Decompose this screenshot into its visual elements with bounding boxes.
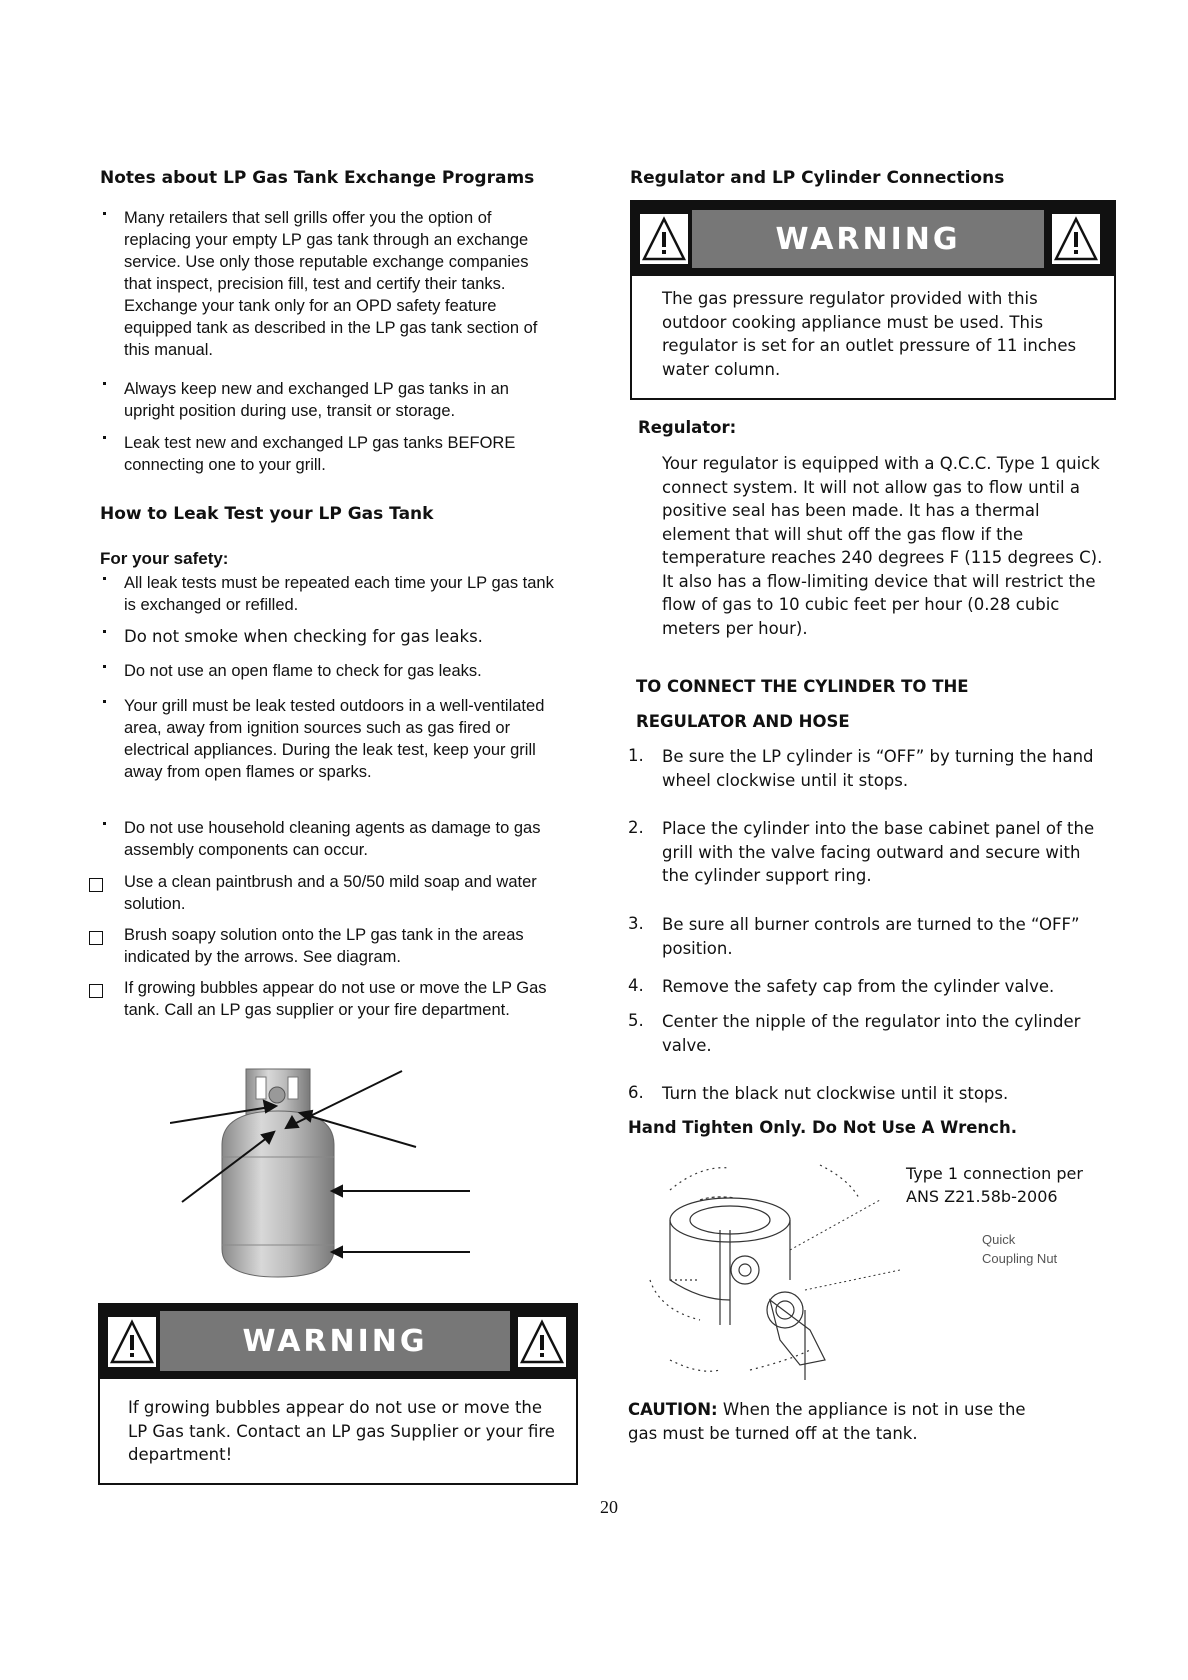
regulator-connection-diagram (640, 1160, 900, 1380)
bullet (103, 700, 106, 703)
notes-item-1: Many retailers that sell grills offer you the option of replacing your empty LP gas tank through an exchange service. Use only those reputable exchange companies that inspect, precision fill, test and certify their tanks. Exchange your tank only for an OPD safety feature equipped tank as described in the LP gas tank section of this manual. (124, 209, 538, 359)
safety-heading: For your safety: (100, 549, 229, 568)
diagram-label-type1: Type 1 connection per (906, 1164, 1083, 1183)
checklist-item-2: Brush soapy solution onto the LP gas tank in the areas indicated by the arrows. See diagram. (124, 926, 524, 966)
connect-heading-line-1: TO CONNECT THE CYLINDER TO THE (636, 677, 969, 696)
diagram-label-quick: Quick (982, 1232, 1016, 1247)
safety-item-4: Your grill must be leak tested outdoors in a well-ventilated area, away from ignition sources such as gas fired or electrical appliances. During the leak test, keep your grill away from open flames or sparks. (124, 697, 545, 781)
diagram-label-coupling-nut: Coupling Nut (982, 1251, 1058, 1266)
regulator-text: Your regulator is equipped with a Q.C.C. Type 1 quick connect system. It will not allow gas to flow until a positive seal has been made. It has a thermal element that will shut off the gas flow if the temperature reaches 240 degrees F (115 degrees C). It also has a flow-limiting device that will restrict the flow of gas to 10 cubic feet per hour (0.28 cubic meters per hour). (662, 454, 1103, 638)
step-number: 5. (628, 1011, 644, 1030)
warning-triangle-icon (108, 1317, 156, 1367)
warning-text: If growing bubbles appear do not use or move the LP Gas tank. Contact an LP gas Supplier or your fire department! (128, 1398, 555, 1464)
lp-tank-diagram (170, 1055, 480, 1285)
caution-label: CAUTION: (628, 1400, 718, 1419)
bullet (103, 382, 106, 385)
warning-label: WARNING (242, 1323, 428, 1359)
step-2: Place the cylinder into the base cabinet panel of the grill with the valve facing outward and secure with the cylinder support ring. (662, 819, 1095, 885)
notes-item-2: Always keep new and exchanged LP gas tanks in an upright position during use, transit or storage. (124, 380, 509, 420)
diagram-label-ans: ANS Z21.58b-2006 (906, 1187, 1058, 1206)
warning-triangle-icon (640, 214, 688, 264)
hand-tighten-note: Hand Tighten Only. Do Not Use A Wrench. (628, 1118, 1017, 1137)
safety-item-5: Do not use household cleaning agents as damage to gas assembly components can occur. (124, 819, 541, 859)
notes-heading: Notes about LP Gas Tank Exchange Programs (100, 168, 535, 188)
leak-test-heading: How to Leak Test your LP Gas Tank (100, 504, 434, 524)
warning-banner-center (692, 210, 1044, 268)
checkbox-icon (89, 931, 103, 945)
regulator-label: Regulator: (638, 418, 737, 437)
warning-banner-center (160, 1311, 510, 1371)
checklist-item-1: Use a clean paintbrush and a 50/50 mild soap and water solution. (124, 873, 537, 913)
step-5: Center the nipple of the regulator into the cylinder valve. (662, 1012, 1081, 1055)
notes-item-3: Leak test new and exchanged LP gas tanks BEFORE connecting one to your grill. (124, 434, 516, 474)
safety-item-3: Do not use an open flame to check for gas leaks. (124, 662, 482, 680)
bullet (103, 212, 106, 215)
warning-text: The gas pressure regulator provided with this outdoor cooking appliance must be used. This regulator is set for an outlet pressure of 11 inches water column. (662, 289, 1077, 379)
warning-triangle-icon (518, 1317, 566, 1367)
caution-note (628, 1398, 1048, 1445)
checkbox-icon (89, 878, 103, 892)
checklist-item-3: If growing bubbles appear do not use or move the LP Gas tank. Call an LP gas supplier or your fire department. (124, 979, 547, 1019)
step-number: 6. (628, 1083, 644, 1102)
bullet (103, 577, 106, 580)
step-number: 1. (628, 746, 644, 765)
step-number: 2. (628, 818, 644, 837)
bullet (103, 822, 106, 825)
bullet (103, 630, 106, 633)
bullet (103, 665, 106, 668)
step-1: Be sure the LP cylinder is “OFF” by turning the hand wheel clockwise until it stops. (662, 747, 1094, 790)
step-6: Turn the black nut clockwise until it stops. (662, 1084, 1009, 1103)
step-4: Remove the safety cap from the cylinder valve. (662, 977, 1055, 996)
safety-item-1: All leak tests must be repeated each time your LP gas tank is exchanged or refilled. (124, 574, 554, 614)
warning-triangle-icon (1052, 214, 1100, 264)
regulator-connections-heading: Regulator and LP Cylinder Connections (630, 168, 1005, 188)
step-number: 3. (628, 914, 644, 933)
bullet (103, 436, 106, 439)
caution-text: When the appliance is not in use the gas must be turned off at the tank. (628, 1400, 1026, 1443)
checkbox-icon (89, 984, 103, 998)
connect-heading-line-2: REGULATOR AND HOSE (636, 712, 850, 731)
step-3: Be sure all burner controls are turned to the “OFF” position. (662, 915, 1080, 958)
warning-label: WARNING (775, 221, 961, 257)
page-number: 20 (600, 1497, 618, 1517)
safety-item-2: Do not smoke when checking for gas leaks. (124, 627, 483, 646)
step-number: 4. (628, 976, 644, 995)
